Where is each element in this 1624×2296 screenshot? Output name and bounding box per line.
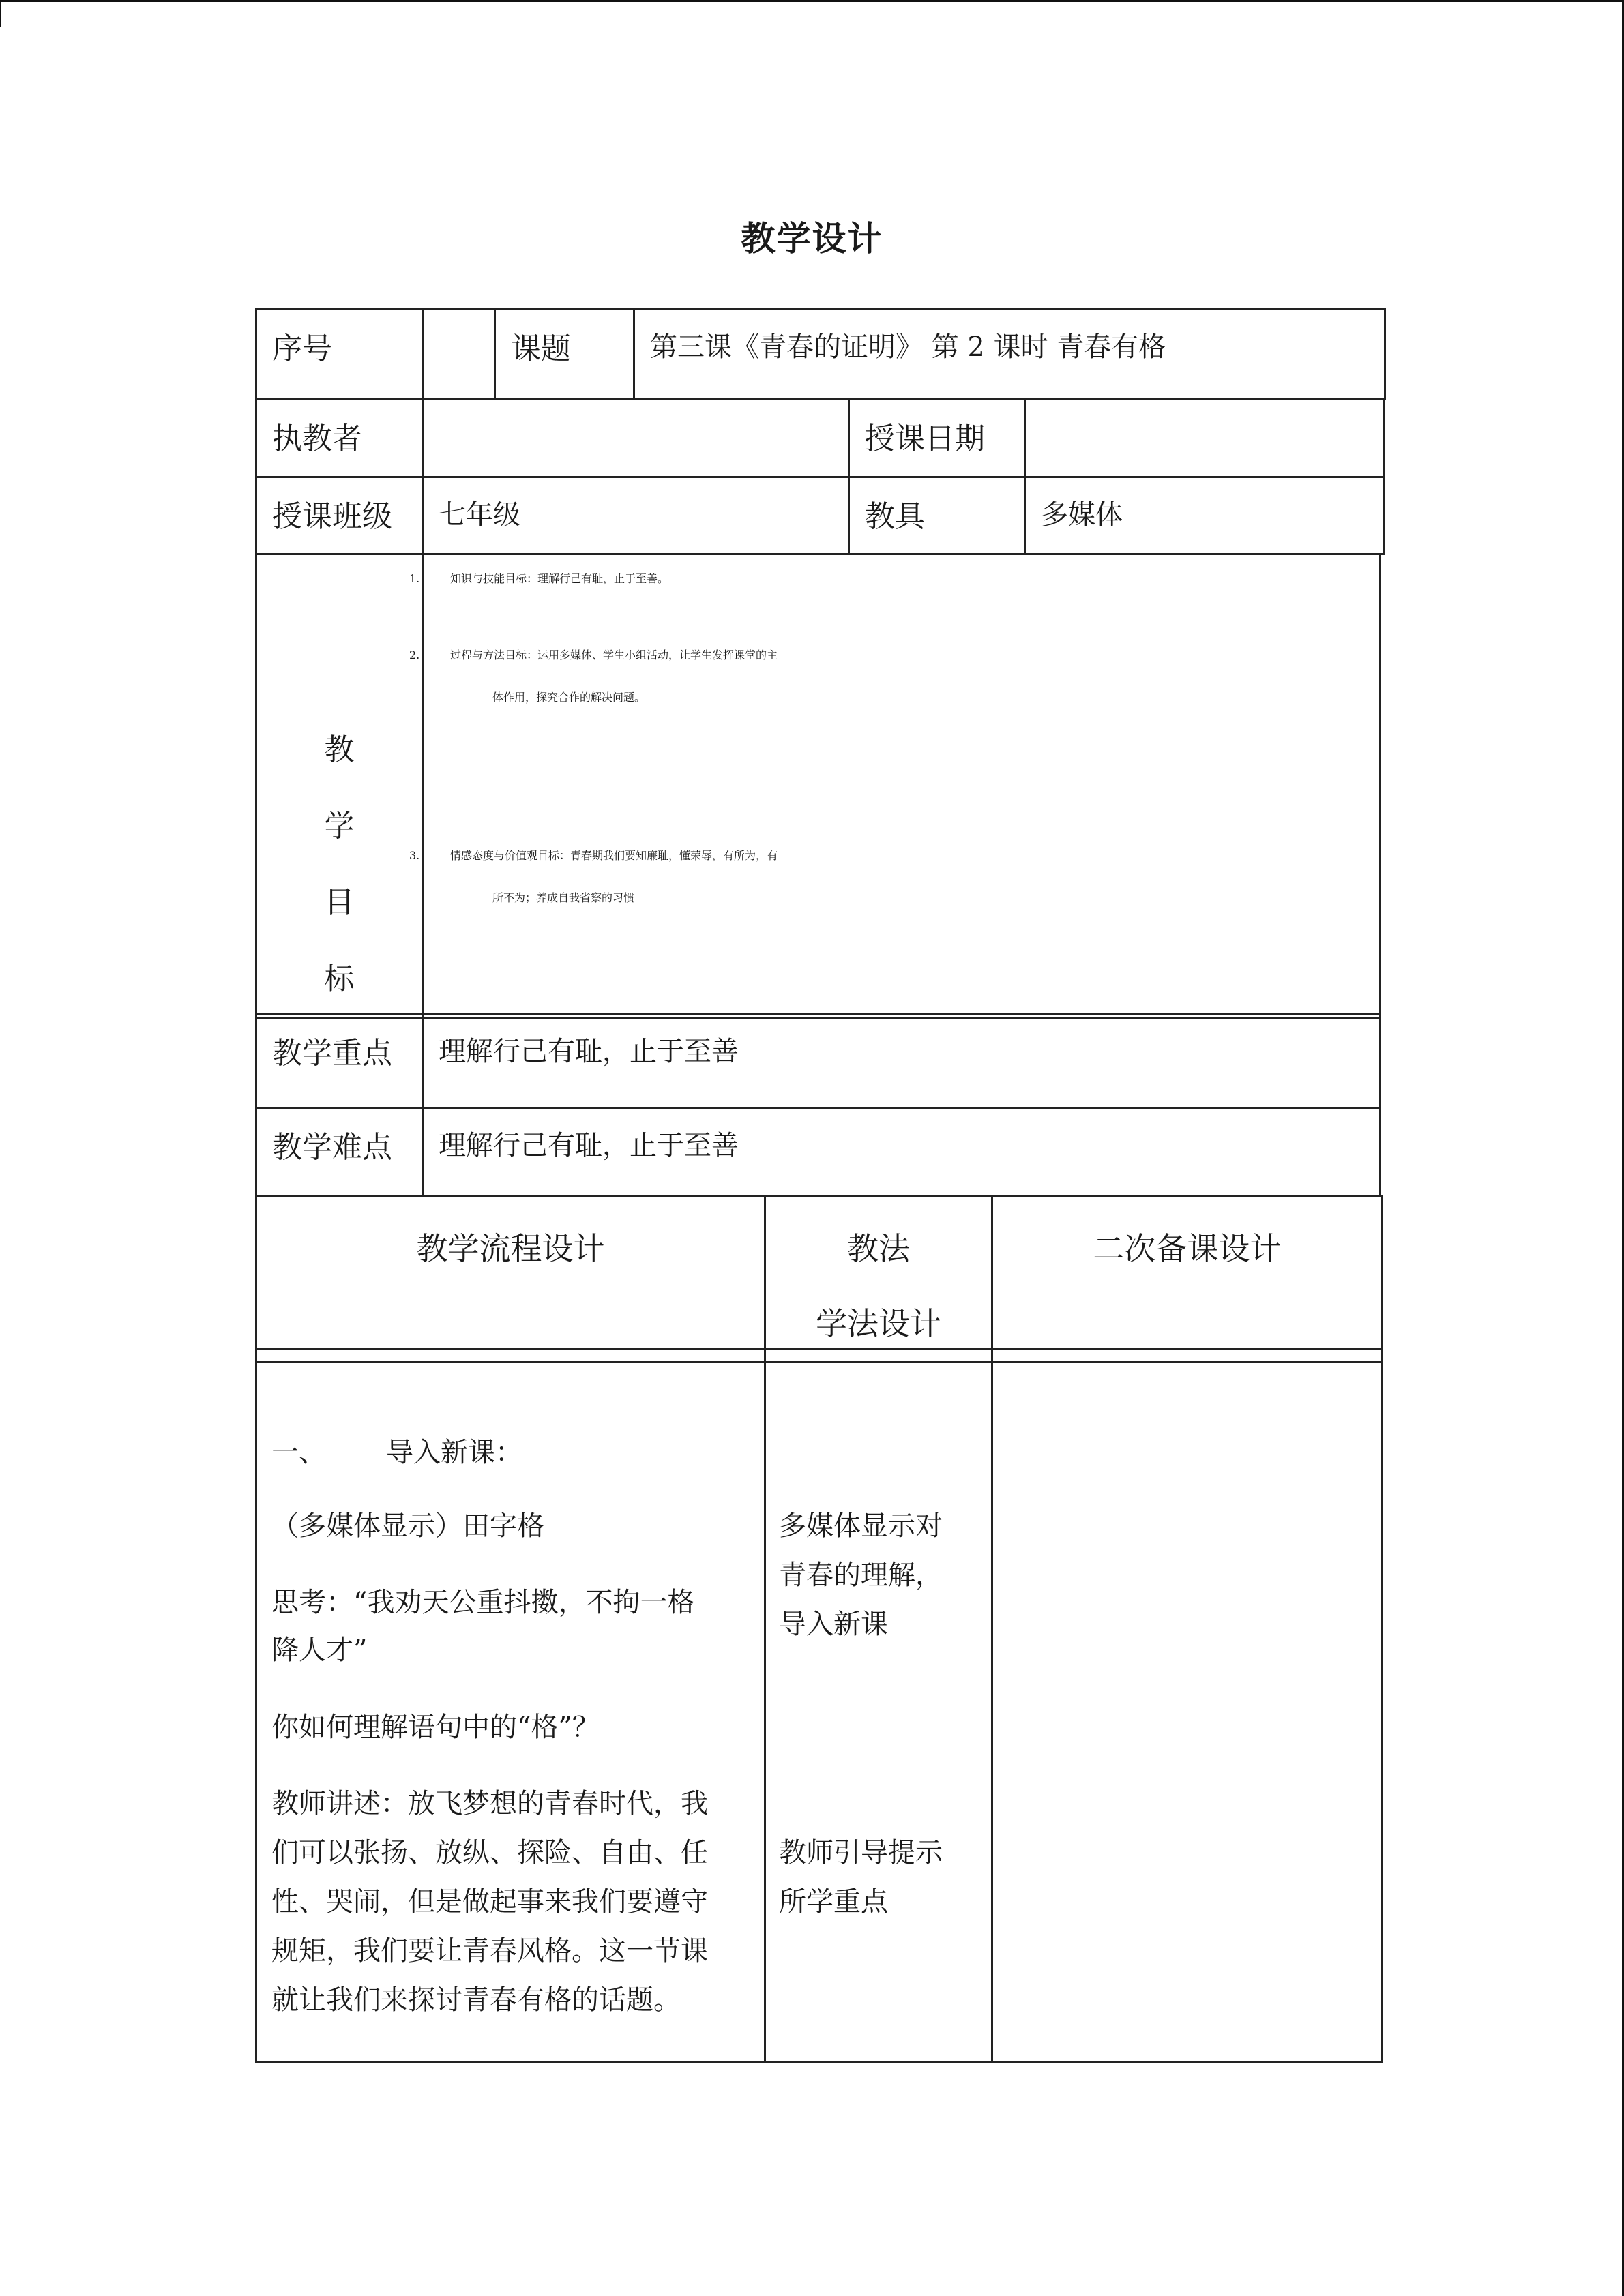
goal-text-line: 所不为；养成自我省察的习惯 xyxy=(492,891,635,904)
flow-col3-header: 二次备课设计 xyxy=(1093,1230,1282,1267)
method-line: 所学重点 xyxy=(779,1886,888,1918)
method-line: 青春的理解， xyxy=(779,1560,943,1591)
lesson-lecture-line: 就让我们来探讨青春有格的话题。 xyxy=(271,1984,681,2016)
focus-row xyxy=(255,1013,1381,1109)
goals-row xyxy=(255,553,1381,1019)
topic-value: 第三课《青春的证明》 第 2 课时 青春有格 xyxy=(650,331,1166,363)
serial-label: 序号 xyxy=(272,331,332,366)
difficulty-label: 教学难点 xyxy=(272,1130,392,1165)
lesson-lecture-line: 性、哭闹，但是做起事来我们要遵守 xyxy=(271,1886,708,1918)
method-line: 教师引导提示 xyxy=(779,1837,943,1868)
flow-header-row xyxy=(255,1195,1383,1363)
difficulty-value: 理解行己有耻，止于至善 xyxy=(439,1130,739,1161)
flow-col2-header-line: 教法 xyxy=(847,1230,910,1267)
goal-item-1 xyxy=(409,558,1357,600)
date-label: 授课日期 xyxy=(865,421,985,456)
header-row-teacher xyxy=(255,398,1385,478)
page-left-border xyxy=(0,0,1,27)
teacher-value xyxy=(424,400,848,414)
lesson-lecture-line: 规矩，我们要让青春风格。这一节课 xyxy=(271,1935,708,1967)
lesson-lecture-line: 教师讲述：放飞梦想的青春时代，我 xyxy=(271,1788,708,1819)
goal-item-3 xyxy=(409,835,1357,919)
method-line: 多媒体显示对 xyxy=(779,1510,943,1542)
goals-label-char: 学 xyxy=(324,809,355,844)
goal-number: 3. xyxy=(409,849,420,862)
lesson-question: 你如何理解语句中的“格”？ xyxy=(271,1712,600,1743)
page-top-border xyxy=(0,0,1624,2)
document-title: 教学设计 xyxy=(741,218,883,258)
goal-text-line: 情感态度与价值观目标：青春期我们要知廉耻，懂荣辱，有所为，有 xyxy=(450,849,778,862)
flow-col2-header xyxy=(766,1197,991,1361)
lesson-display-line: （多媒体显示）田字格 xyxy=(271,1510,544,1542)
focus-value: 理解行己有耻，止于至善 xyxy=(439,1036,739,1067)
goals-label-char: 教 xyxy=(324,732,355,767)
serial-value xyxy=(424,310,494,324)
goal-text: 知识与技能目标：理解行己有耻，止于至善。 xyxy=(450,572,669,585)
flow-col1-header: 教学流程设计 xyxy=(416,1230,605,1267)
flow-col2-header-line: 学法设计 xyxy=(816,1305,941,1342)
method-line: 导入新课 xyxy=(779,1609,888,1640)
goal-number: 1. xyxy=(409,572,420,585)
difficulty-row xyxy=(255,1107,1381,1197)
goals-label-char: 标 xyxy=(324,961,355,996)
lesson-think-line: 降人才” xyxy=(271,1635,368,1666)
lesson-think-line: 思考：“我劝天公重抖擞，不拘一格 xyxy=(271,1587,695,1618)
lesson-lecture-line: 们可以张扬、放纵、探险、自由、任 xyxy=(271,1837,708,1868)
goals-label xyxy=(257,555,422,1017)
goal-text-line: 过程与方法目标：运用多媒体、学生小组活动，让学生发挥课堂的主 xyxy=(450,648,778,661)
goal-item-2 xyxy=(409,634,1357,719)
header-row-topic xyxy=(255,308,1386,400)
section-title: 导入新课： xyxy=(386,1437,522,1468)
goals-label-char: 目 xyxy=(324,885,355,920)
class-value: 七年级 xyxy=(439,499,520,531)
section-number: 一、 xyxy=(271,1437,326,1468)
goal-number: 2. xyxy=(409,648,420,661)
aids-value: 多媒体 xyxy=(1041,499,1123,531)
class-label: 授课班级 xyxy=(272,499,392,534)
header-row-class xyxy=(255,476,1385,555)
second-prep-cell xyxy=(992,1350,1383,2062)
topic-label: 课题 xyxy=(511,331,571,366)
aids-label: 教具 xyxy=(865,499,925,534)
goal-text-line: 体作用，探究合作的解决问题。 xyxy=(492,691,646,704)
focus-label: 教学重点 xyxy=(272,1036,392,1071)
date-value xyxy=(1026,400,1383,414)
teacher-label: 执教者 xyxy=(272,421,362,456)
